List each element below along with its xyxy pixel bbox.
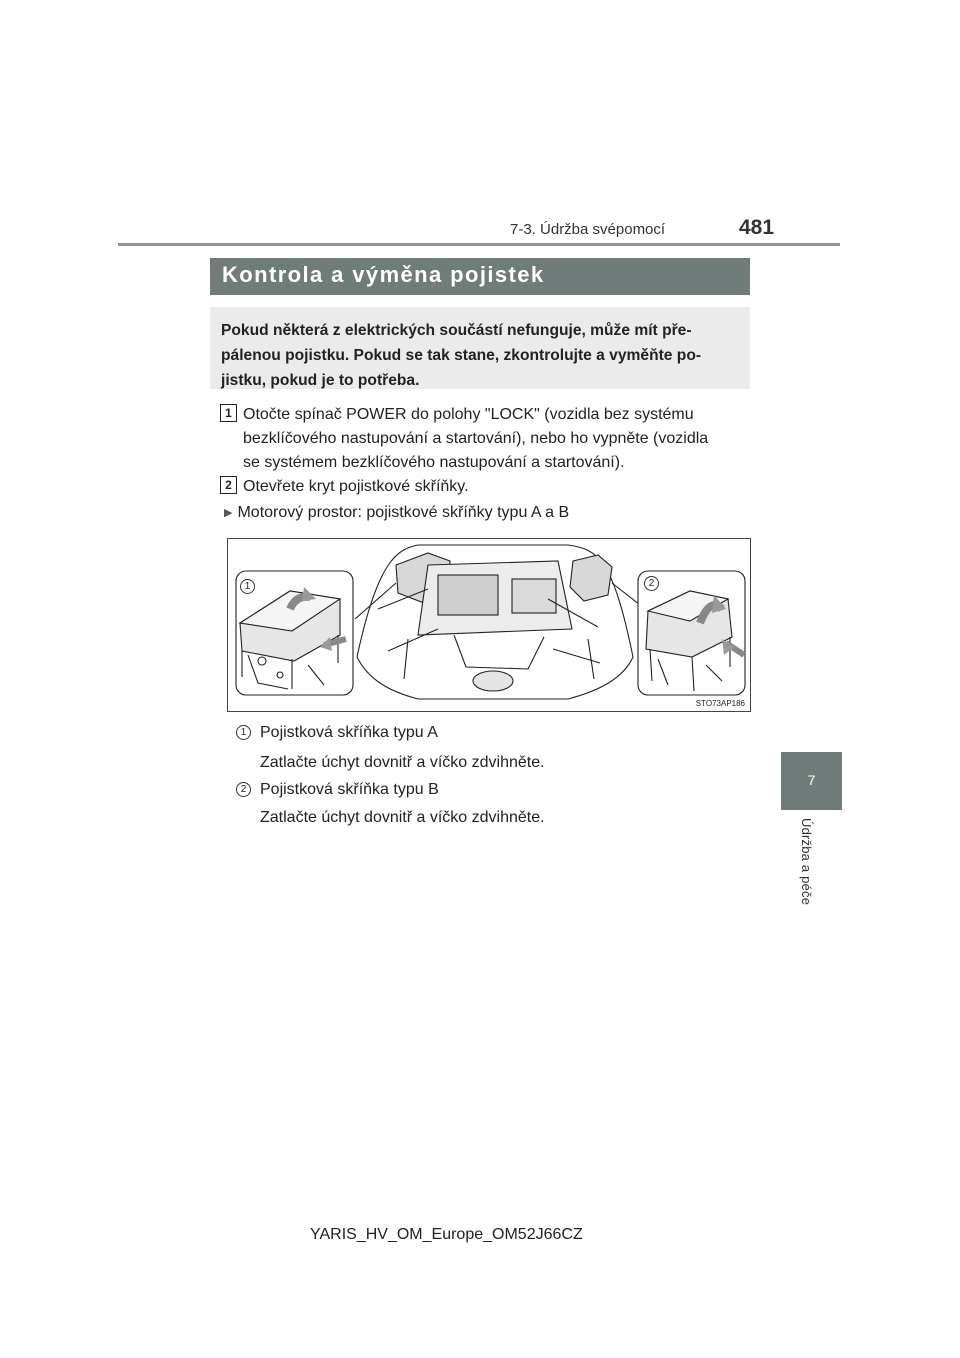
section-reference: 7-3. Údržba svépomocí: [510, 221, 666, 238]
section-title-bar: [210, 258, 750, 295]
step-1-line: Otočte spínač POWER do polohy "LOCK" (vozidla bez systému: [243, 406, 694, 423]
step-2-text: Otevřete kryt pojistkové skříňky.: [243, 478, 469, 495]
chapter-tab[interactable]: [781, 752, 842, 810]
step-1-line: bezklíčového nastupování a startování), nebo ho vypněte (vozidla: [243, 430, 709, 447]
figure-callout-1: 1: [240, 579, 255, 594]
intro-line: jistku, pokud je to potřeba.: [221, 372, 420, 389]
step-1-line: se systémem bezklíčového nastupování a startování).: [243, 454, 625, 471]
figure-callout-2: 2: [644, 576, 659, 591]
step-number-1: 1: [220, 404, 237, 422]
item-1-description: Zatlačte úchyt dovnitř a víčko zdvihněte.: [260, 754, 545, 771]
step-1-text: [243, 403, 743, 475]
triangle-bullet-icon: ▶: [224, 507, 233, 519]
item-number-1: 1: [236, 725, 251, 740]
intro-line: Pokud některá z elektrických součástí nefunguje, může mít pře-: [221, 322, 692, 339]
page-number: 481: [739, 216, 775, 239]
item-2-description: Zatlačte úchyt dovnitř a víčko zdvihněte.: [260, 809, 545, 826]
bullet-item: [224, 501, 569, 526]
header-divider: [118, 243, 840, 246]
step-number-2: 2: [220, 476, 237, 494]
figure-code: STO73AP186: [695, 699, 745, 708]
document-code: YARIS_HV_OM_Europe_OM52J66CZ: [310, 1226, 583, 1243]
section-title: Kontrola a výměna pojistek: [222, 262, 545, 287]
engine-bay-illustration: [228, 539, 750, 711]
fuse-box-figure: [227, 538, 751, 712]
item-2-label: Pojistková skříňka typu B: [260, 781, 439, 798]
item-number-2: 2: [236, 782, 251, 797]
item-1-label: Pojistková skříňka typu A: [260, 724, 438, 741]
bullet-text: Motorový prostor: pojistkové skříňky typu A a B: [237, 504, 570, 521]
chapter-title: Údržba a péče: [799, 818, 814, 906]
chapter-number: 7: [807, 772, 816, 788]
intro-line: pálenou pojistku. Pokud se tak stane, zkontrolujte a vyměňte po-: [221, 347, 702, 364]
intro-box: [210, 307, 750, 389]
